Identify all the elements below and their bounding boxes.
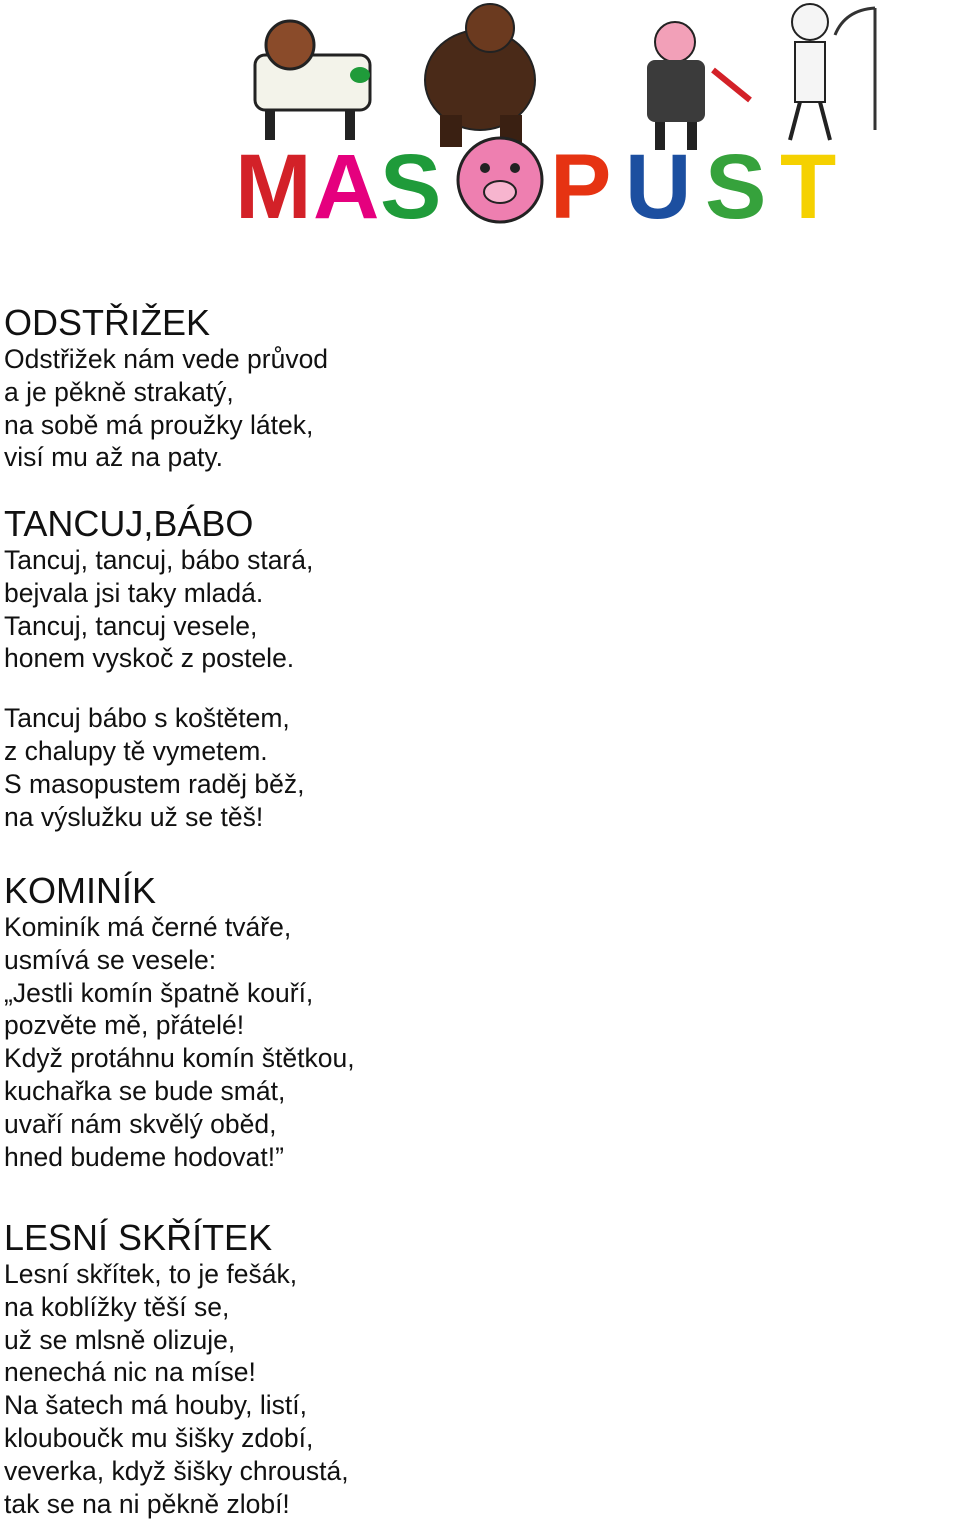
masopust-banner: [235, 0, 955, 235]
poem-line: Odstřižek nám vede průvod: [4, 344, 329, 374]
svg-text:S: S: [705, 136, 767, 235]
poem-line: „Jestli komín špatně kouří,: [4, 977, 314, 1008]
poem-line: honem vyskoč z postele.: [4, 643, 295, 674]
poem-tancuj-babo: [4, 504, 313, 833]
skeleton-figure: [790, 4, 875, 140]
poem-line: Na šatech má houby, listí,: [4, 1390, 307, 1421]
poem-line: S masopustem raděj běž,: [4, 768, 305, 799]
poem-line: Kominík má černé tváře,: [4, 912, 292, 942]
poem-line: hned budeme hodovat!”: [4, 1141, 284, 1172]
poem-line: a je pěkně strakatý,: [4, 376, 234, 407]
poem-line: pozvěte mě, přátelé!: [4, 1010, 245, 1041]
poem-line: veverka, když šišky chroustá,: [4, 1455, 349, 1486]
svg-text:S: S: [380, 136, 442, 235]
poem-odstrizek: [4, 303, 328, 474]
poem-line: klouboučk mu šišky zdobí,: [4, 1422, 314, 1453]
poem-line: na sobě má proužky látek,: [4, 409, 314, 440]
poem-line: z chalupy tě vymetem.: [4, 735, 268, 766]
svg-text:A: A: [313, 136, 380, 235]
svg-text:M: M: [235, 136, 312, 235]
poem-line: Když protáhnu komín štětkou,: [4, 1043, 355, 1074]
poem-line: už se mlsně olizuje,: [4, 1324, 236, 1355]
poem-title: TANCUJ,BÁBO: [4, 503, 254, 544]
masopust-logo: [235, 136, 836, 235]
bear-figure: [425, 4, 535, 147]
poem-title: KOMINÍK: [4, 870, 157, 911]
poem-line: nenechá nic na míse!: [4, 1357, 256, 1388]
poem-line: Lesní skřítek, to je fešák,: [4, 1259, 298, 1289]
poem-line: na koblížky těší se,: [4, 1291, 230, 1322]
wolf-figure: [255, 21, 370, 140]
svg-text:U: U: [625, 136, 692, 235]
poem-line: bejvala jsi taky mladá.: [4, 577, 264, 608]
poem-title: ODSTŘIŽEK: [4, 302, 211, 343]
poem-line: Tancuj, tancuj vesele,: [4, 610, 258, 641]
svg-text:T: T: [780, 136, 837, 235]
poem-line: visí mu až na paty.: [4, 442, 223, 473]
stanza-gap: [4, 675, 313, 702]
chimney-sweep-figure: [647, 22, 750, 150]
poem-kominik: [4, 871, 355, 1173]
poem-line: tak se na ni pěkně zlobí!: [4, 1488, 290, 1519]
poem-line: na výslužku už se těš!: [4, 801, 264, 832]
poem-lesni-skritek: [4, 1218, 349, 1520]
poem-line: usmívá se vesele:: [4, 944, 217, 975]
svg-text:P: P: [550, 136, 612, 235]
poem-line: uvaří nám skvělý oběd,: [4, 1108, 277, 1139]
poem-line: Tancuj bábo s koštětem,: [4, 703, 290, 734]
poem-line: Tancuj, tancuj, bábo stará,: [4, 545, 314, 575]
poem-line: kuchařka se bude smát,: [4, 1075, 286, 1106]
poem-title: LESNÍ SKŘÍTEK: [4, 1217, 273, 1258]
